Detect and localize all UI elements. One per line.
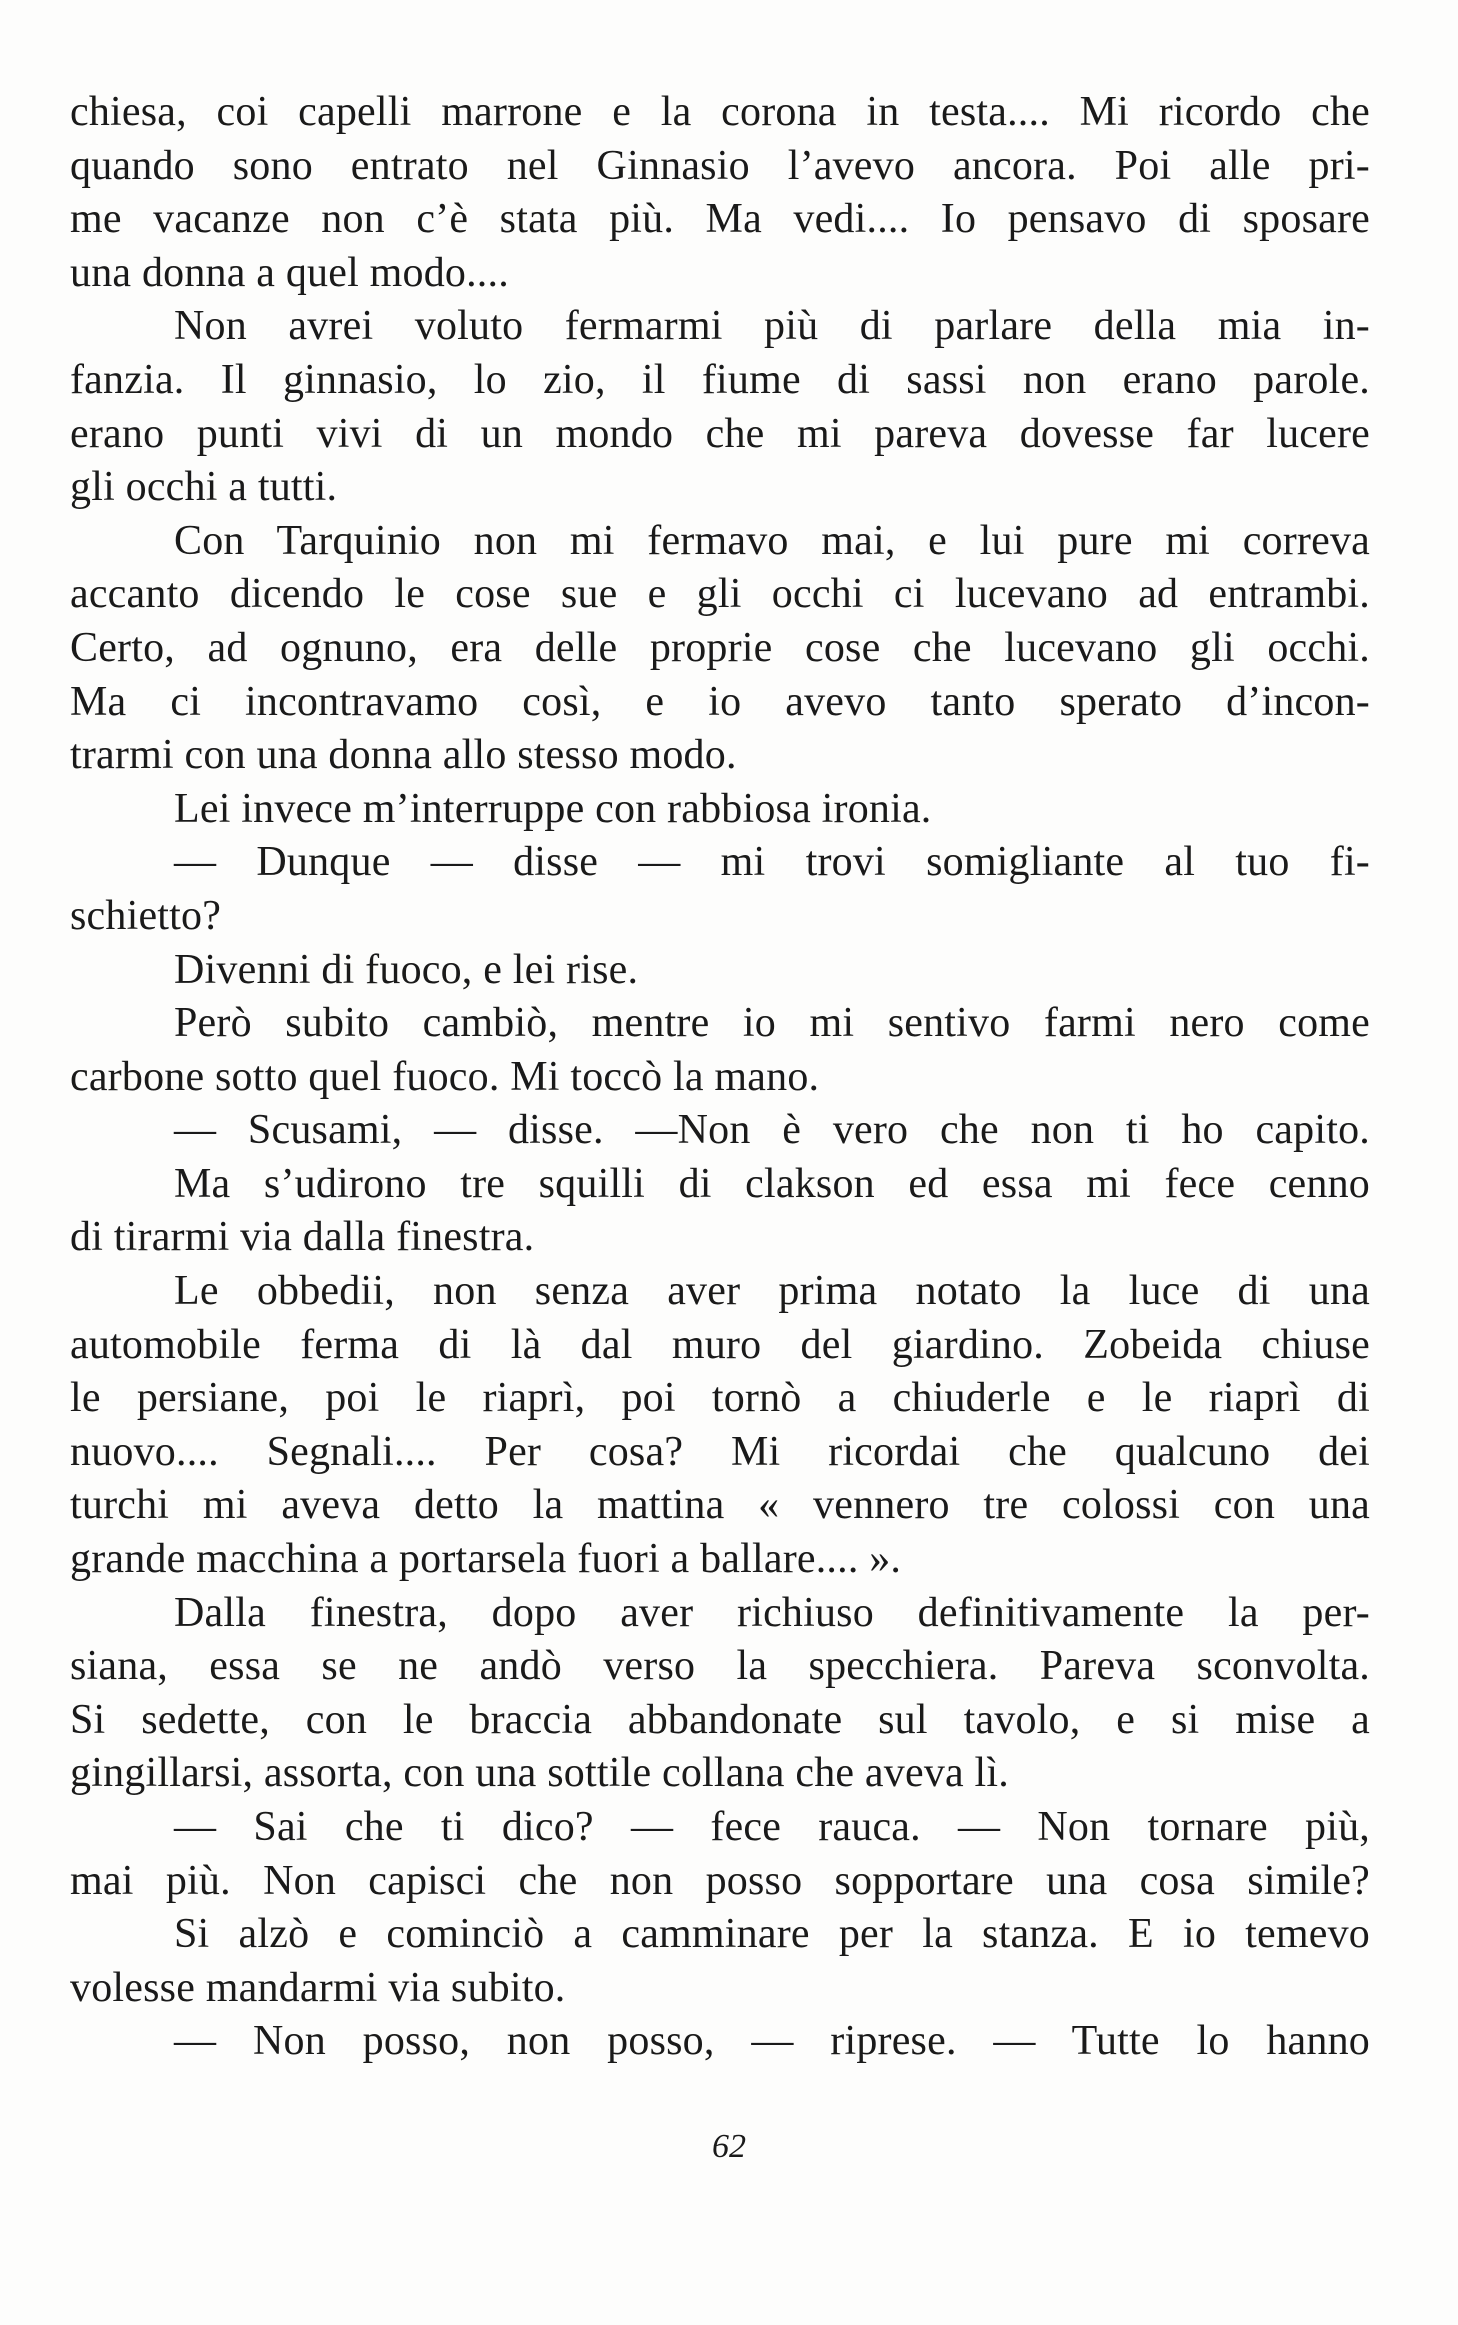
text-line: di tirarmi via dalla finestra. bbox=[70, 1214, 535, 1261]
text-line: una donna a quel modo.... bbox=[70, 249, 509, 296]
text-line: erano punti vivi di un mondo che mi pareva dovesse far lucere bbox=[70, 410, 1370, 457]
page-number: 62 bbox=[712, 2128, 746, 2165]
text-line: chiesa, coi capelli marrone e la corona in testa.... Mi ricordo che bbox=[70, 89, 1370, 135]
text-line: Non avrei voluto fermarmi più di parlare della mia in- bbox=[174, 303, 1370, 350]
text-line: Si sedette, con le braccia abbandonate sul tavolo, e si mise a bbox=[70, 1696, 1370, 1743]
text-line: Certo, ad ognuno, era delle proprie cose che lucevano gli occhi. bbox=[70, 624, 1370, 671]
text-line: grande macchina a portarsela fuori a ballare.... ». bbox=[70, 1536, 902, 1583]
text-line: Divenni di fuoco, e lei rise. bbox=[174, 946, 639, 993]
text-line: — Non posso, non posso, — riprese. — Tutte lo hanno bbox=[174, 2018, 1370, 2065]
text-line: carbone sotto quel fuoco. Mi toccò la mano. bbox=[70, 1053, 820, 1100]
text-line: — Dunque — disse — mi trovi somigliante al tuo fi- bbox=[174, 839, 1370, 886]
text-line: gli occhi a tutti. bbox=[70, 464, 338, 511]
text-line: fanzia. Il ginnasio, lo zio, il fiume di sassi non erano parole. bbox=[70, 356, 1370, 403]
text-line: automobile ferma di là dal muro del giardino. Zobeida chiuse bbox=[70, 1321, 1370, 1368]
text-line: turchi mi aveva detto la mattina « vennero tre colossi con una bbox=[70, 1482, 1370, 1529]
text-line: me vacanze non c’è stata più. Ma vedi.... Io pensavo di sposare bbox=[70, 196, 1370, 243]
text-line: — Sai che ti dico? — fece rauca. — Non tornare più, bbox=[174, 1804, 1370, 1850]
text-line: Le obbedii, non senza aver prima notato la luce di una bbox=[174, 1268, 1370, 1315]
text-line: volesse mandarmi via subito. bbox=[70, 1964, 566, 2011]
text-line: gingillarsi, assorta, con una sottile collana che aveva lì. bbox=[70, 1750, 1009, 1797]
text-line: nuovo.... Segnali.... Per cosa? Mi ricordai che qualcuno dei bbox=[70, 1428, 1370, 1475]
text-line: — Scusami, — disse. —Non è vero che non ti ho capito. bbox=[174, 1107, 1370, 1154]
text-line: Si alzò e cominciò a camminare per la stanza. E io temevo bbox=[174, 1911, 1370, 1958]
text-line: Ma ci incontravamo così, e io avevo tanto sperato d’incon- bbox=[70, 678, 1370, 725]
text-line: Con Tarquinio non mi fermavo mai, e lui pure mi correva bbox=[174, 517, 1370, 564]
text-line: schietto? bbox=[70, 892, 222, 939]
text-line: accanto dicendo le cose sue e gli occhi ci lucevano ad entrambi. bbox=[70, 571, 1370, 618]
text-line: Dalla finestra, dopo aver richiuso definitivamente la per- bbox=[174, 1589, 1370, 1636]
text-line: quando sono entrato nel Ginnasio l’avevo ancora. Poi alle pri- bbox=[70, 142, 1370, 189]
body-text bbox=[70, 86, 1370, 2069]
text-line: le persiane, poi le riaprì, poi tornò a chiuderle e le riaprì di bbox=[70, 1375, 1370, 1422]
text-line: trarmi con una donna allo stesso modo. bbox=[70, 732, 737, 779]
text-line: siana, essa se ne andò verso la specchiera. Pareva sconvolta. bbox=[70, 1643, 1370, 1690]
text-line: Lei invece m’interruppe con rabbiosa ironia. bbox=[174, 785, 932, 832]
text-line: Ma s’udirono tre squilli di clakson ed essa mi fece cenno bbox=[174, 1160, 1370, 1207]
text-line: Però subito cambiò, mentre io mi sentivo farmi nero come bbox=[174, 1000, 1370, 1047]
text-line: mai più. Non capisci che non posso sopportare una cosa simile? bbox=[70, 1857, 1370, 1904]
